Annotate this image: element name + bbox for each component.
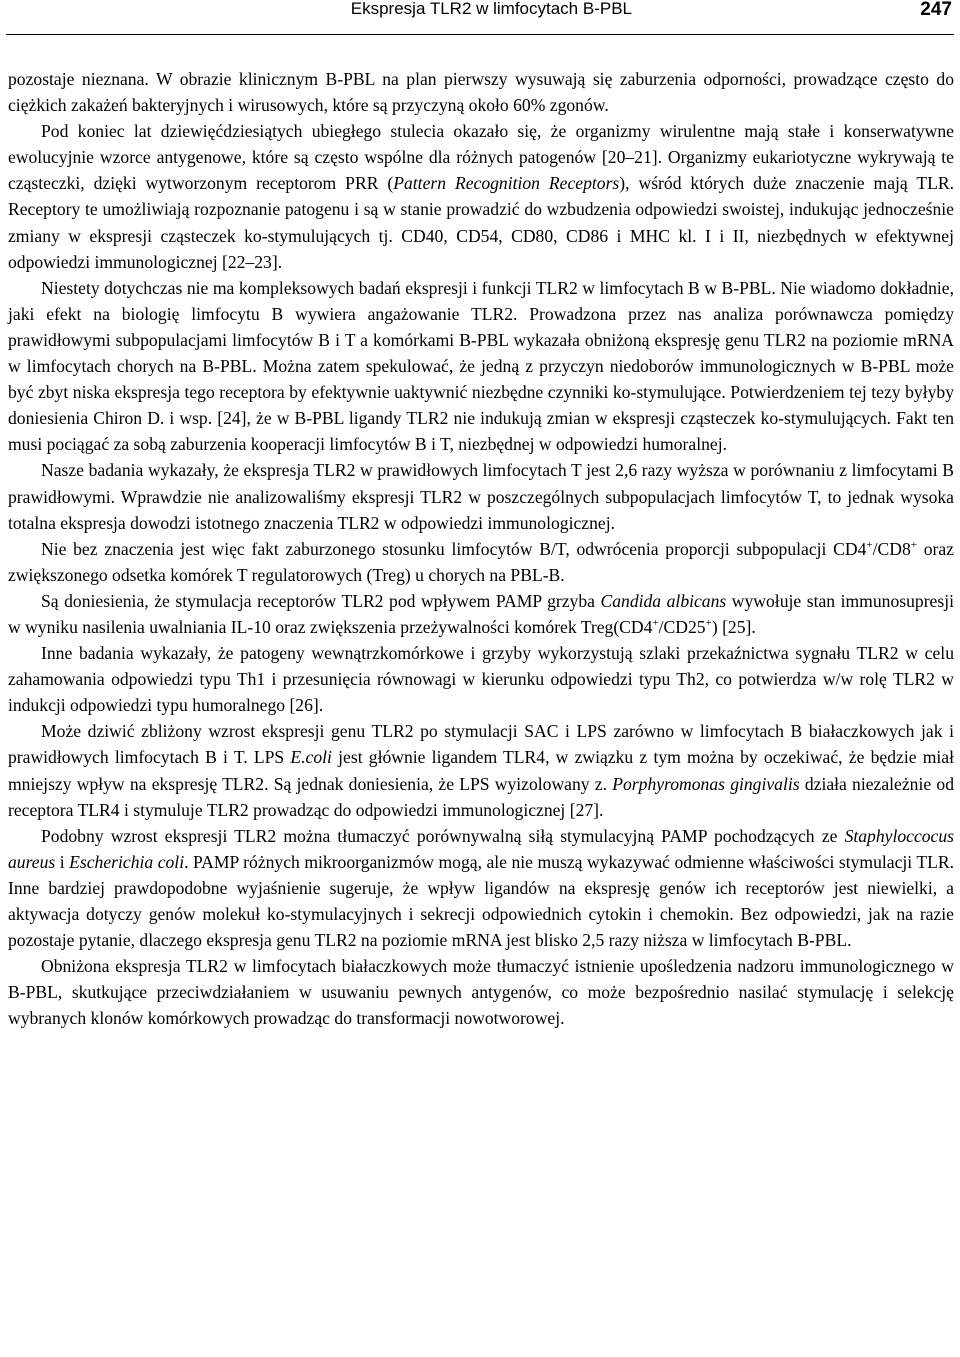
paragraph [8, 118, 954, 275]
superscript: + [652, 617, 659, 630]
text-run: /CD25 [658, 616, 706, 637]
text-run: pozostaje nieznana. W obrazie klinicznym B-PBL na plan pierwszy wysuwają się zaburzenia odporności, prowadzące często do ciężkich zakażeń bakteryjnych i wirusowych, które są przyczyną około 60% zgonów. [8, 69, 954, 116]
text-run: . PAMP różnych mikroorganizmów mogą, ale nie muszą wykazywać odmienne właściwości stymulacji TLR. Inne bardziej prawdopodobne wyjaśnienie sugeruje, że wpływ ligandów na ekspresję genów ich receptorów jest niewielki, a aktywacja dotyczy genów molekuł ko-stymulacyjnych i sekrecji odpowiednich cytokin i chemokin. Bez odpowiedzi, jak na razie pozostaje pytanie, dlaczego ekspresja genu TLR2 na poziomie mRNA jest blisko 2,5 razy niższa w limfocytach B-PBL. [8, 851, 954, 951]
paragraph [8, 640, 954, 718]
italic-text: Pattern Recognition Receptors [393, 173, 620, 194]
text-run: Pod koniec lat dziewięćdziesiątych ubiegłego stulecia okazało się, że organizmy wirulentne mają stałe i konserwatywne ewolucyjnie wzorce antygenowe, które są często wspólne dla różnych patogenów [20–21]. Organizmy eukariotyczne wykrywają te cząsteczki, dzięki wytworzonym receptorom PRR ( [8, 121, 954, 194]
text-run: Może dziwić zbliżony wzrost ekspresji genu TLR2 po stymulacji SAC i LPS zarówno w limfocytach B białaczkowych jak i prawidłowych limfocytach B i T. LPS [8, 721, 954, 768]
paragraph [8, 588, 954, 640]
page-number: 247 [920, 0, 952, 20]
paragraph [8, 457, 954, 535]
text-run: Niestety dotychczas nie ma kompleksowych badań ekspresji i funkcji TLR2 w limfocytach B w B-PBL. Nie wiadomo dokładnie, jaki efekt na biologię limfocytu B wywiera angażowanie TLR2. Prowadzona przez nas analiza porównawcza pomiędzy prawidłowymi subpopulacjami limfocytów B i T a komórkami B-PBL wykazała obniżoną ekspresję genu TLR2 na poziomie mRNA w limfocytach chorych na B-PBL. Można zatem spekulować, że jedną z przyczyn niedoborów immunologicznych w B-PBL może być zbyt niska ekspresja tego receptora by efektywnie uaktywnić niezbędne czynniki ko-stymulujące. Potwierdzeniem tej tezy byłyby doniesienia Chiron D. i wsp. [24], że w B-PBL ligandy TLR2 nie indukują zmian w ekspresji cząsteczek ko-stymulujących. Fakt ten musi pociągać za sobą zaburzenia kooperacji limfocytów B i T, niezbędnej w odpowiedzi humoralnej. [8, 277, 954, 455]
text-run: Są doniesienia, że stymulacja receptorów TLR2 pod wpływem PAMP grzyba [41, 590, 601, 611]
text-run: ) [25]. [711, 616, 756, 637]
paragraph [8, 823, 954, 953]
text-run: /CD8 [872, 538, 911, 559]
header-divider [6, 34, 954, 35]
text-run: Podobny wzrost ekspresji TLR2 można tłumaczyć porównywalną siłą stymulacyjną PAMP pochodzących ze [41, 825, 845, 846]
italic-text: Candida albicans [600, 590, 727, 611]
running-title: Ekspresja TLR2 w limfocytach B-PBL [350, 0, 632, 18]
text-run: Inne badania wykazały, że patogeny wewnątrzkomórkowe i grzyby wykorzystują szlaki przekaźnictwa sygnału TLR2 w celu zahamowania odpowiedzi typu Th1 i przesunięcia równowagi w kierunku odpowiedzi typu Th2, co potwierdza w/w rolę TLR2 w indukcji odpowiedzi typu humoralnego [26]. [8, 643, 954, 716]
italic-text: E.coli [290, 747, 332, 768]
text-run: Obniżona ekspresja TLR2 w limfocytach białaczkowych może tłumaczyć istnienie upośledzenia nadzoru immunologicznego w B-PBL, skutkujące przeciwdziałaniem w usuwaniu pewnych antygenów, co może bezpośrednio nasilać stymulację i selekcję wybranych klonów komórkowych prowadząc do transformacji nowotworowej. [8, 956, 954, 1029]
paragraph [8, 953, 954, 1031]
paragraph [8, 275, 954, 458]
superscript: + [910, 538, 917, 551]
text-run: Nasze badania wykazały, że ekspresja TLR2 w prawidłowych limfocytach T jest 2,6 razy wyższa w porównaniu z limfocytami B prawidłowymi. Wprawdzie nie analizowaliśmy ekspresji TLR2 w poszczególnych subpopulacjach limfocytów T, to jednak wysoka totalna ekspresja dowodzi istotnego znaczenia TLR2 w odpowiedzi immunologicznej. [8, 460, 954, 533]
text-run: wywołuje stan immunosupresji w wyniku nasilenia uwalniania IL-10 oraz zwiększenia przeżywalności komórek Treg(CD4 [8, 590, 954, 637]
text-run: Nie bez znaczenia jest więc fakt zaburzonego stosunku limfocytów B/T, odwrócenia proporcji subpopulacji CD4 [41, 538, 867, 559]
page-header [0, 0, 960, 40]
italic-text: Porphyromonas gingivalis [612, 773, 800, 794]
text-run: ), wśród których duże znaczenie mają TLR. Receptory te umożliwiają rozpoznanie patogenu i są w stanie prowadzić do wzbudzenia odpowiedzi swoistej, indukując jednocześnie zmiany w ekspresji cząsteczek ko-stymulujących tj. CD40, CD54, CD80, CD86 i MHC kl. I i II, niezbędnych w efektywnej odpowiedzi immunologicznej [22–23]. [8, 173, 954, 272]
paragraph [8, 536, 954, 588]
text-run: oraz zwiększonego odsetka komórek T regulatorowych (Treg) u chorych na PBL-B. [8, 538, 954, 585]
superscript: + [866, 538, 873, 551]
italic-text: Escherichia coli [69, 851, 185, 872]
superscript: + [705, 617, 712, 630]
text-run: jest głównie ligandem TLR4, w związku z tym można by oczekiwać, że będzie miał mniejszy wpływ na ekspresję TLR2. Są jednak doniesienia, że LPS wyizolowany z. [8, 747, 954, 794]
paragraph [8, 66, 954, 118]
text-run: i [55, 851, 70, 872]
italic-text: Staphyloccocus aureus [8, 825, 954, 872]
text-run: działa niezależnie od receptora TLR4 i stymuluje TLR2 prowadząc do odpowiedzi immunologicznej [27]. [8, 773, 954, 820]
article-body [8, 66, 954, 1031]
paragraph [8, 718, 954, 822]
